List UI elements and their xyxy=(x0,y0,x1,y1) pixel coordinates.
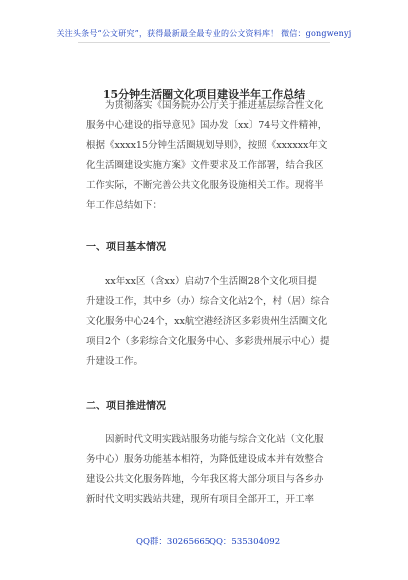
paragraph-line: 工作实际，不断完善公共文化服务设施相关工作。现将半 xyxy=(86,180,324,191)
paragraph-line: 年工作总结如下： xyxy=(86,200,163,211)
paragraph-line: 根据《xxxx15分钟生活圈规划导则》，按照《xxxxxx年文 xyxy=(86,140,328,151)
paragraph-line: 新时代文明实践站共建，现所有项目全部开工，开工率 xyxy=(86,494,315,505)
header-banner: 关注头条号“公文研究”，获得最新最全最专业的公文资料库！ 微信：gongwenyj xyxy=(56,29,352,38)
paragraph-line: 为贯彻落实《国务院办公厅关于推进基层综合性文化 xyxy=(105,100,324,111)
document-title: 15分钟生活圈文化项目建设半年工作总结 xyxy=(102,88,306,101)
paragraph-line: 务中心）服务功能基本相符，为降低建设成本并有效整合 xyxy=(86,454,324,465)
paragraph-line: xx年xx区（含xx）启动7个生活圈28个文化项目提 xyxy=(105,276,317,287)
paragraph-line: 化生活圈建设实施方案》文件要求及工作部署，结合我区 xyxy=(86,160,324,171)
section-heading-progress: 二、项目推进情况 xyxy=(86,401,166,412)
intro-paragraph xyxy=(86,96,336,216)
paragraph-line: 升建设工作。 xyxy=(86,356,144,367)
paragraph-line: 建设公共文化服务阵地，今年我区将大部分项目与各乡办 xyxy=(86,474,324,485)
section-heading-basic-info: 一、项目基本情况 xyxy=(86,242,166,253)
paragraph-line: 项目2个（多彩综合文化服务中心、多彩贵州展示中心）提 xyxy=(86,336,330,347)
section-progress-paragraph xyxy=(86,430,336,510)
section-basic-info-paragraph xyxy=(86,272,336,372)
paragraph-line: 因新时代文明实践站服务功能与综合文化站（文化服 xyxy=(105,434,324,445)
paragraph-line: 升建设工作，其中乡（办）综合文化站2个，村（居）综合 xyxy=(86,296,330,307)
paragraph-line: 服务中心建设的指导意见》国办发〔xx〕74号文件精神， xyxy=(86,120,328,131)
header-divider xyxy=(78,42,330,43)
qq-number: QQ：535304092 xyxy=(209,537,281,547)
paragraph-line: 文化服务中心24个，xx航空港经济区多彩贵州生活圈文化 xyxy=(86,316,328,327)
qq-group-number: QQ群：30265665 xyxy=(136,537,211,547)
